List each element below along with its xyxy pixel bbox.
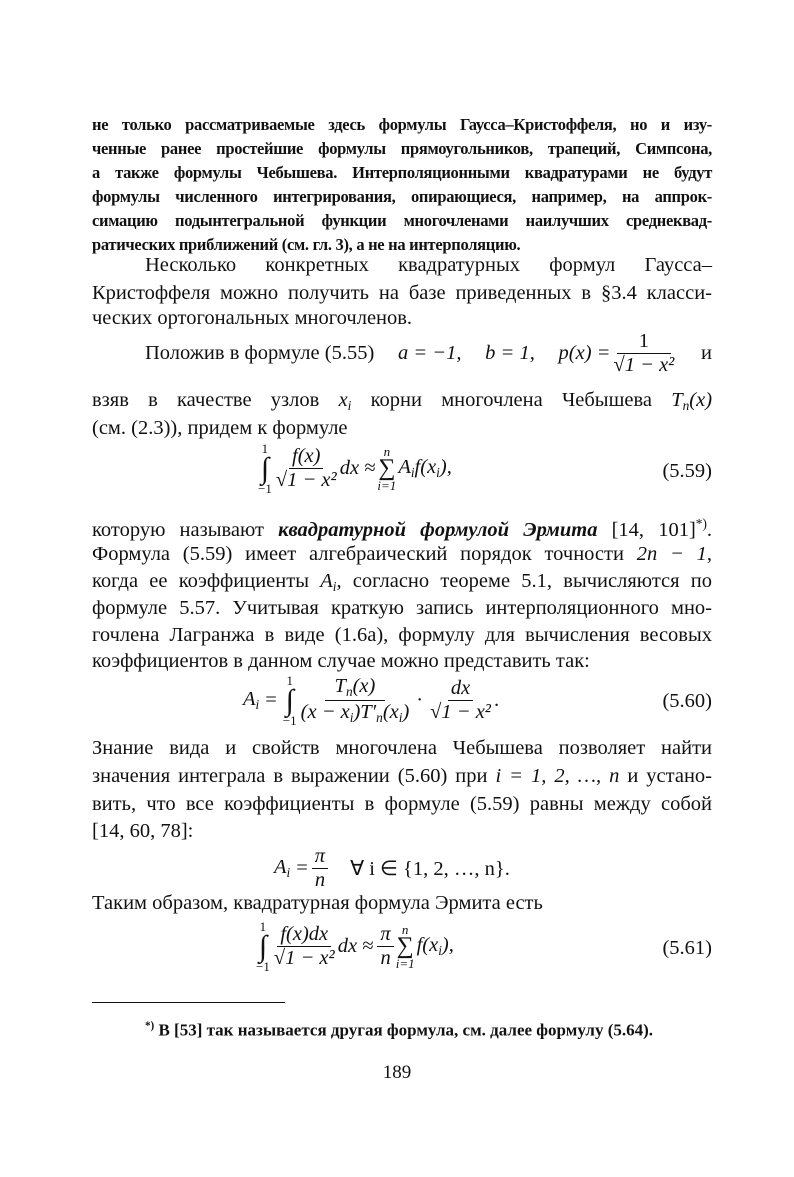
text-line: ратических приближений (см. гл. 3), а не на интерполяцию. (92, 235, 521, 254)
text: корни многочлена Чебышева (370, 389, 652, 411)
text-line: Знание вида и свойств многочлена Чебышева позволяет найти (92, 737, 712, 759)
text-line: значения интеграла в выражении (5.60) при i = 1, 2, …, n и устано- (92, 765, 712, 787)
footnote-divider (92, 1002, 285, 1003)
text-line: вить, что все коэффициенты в формуле (5.59) равны между собой (92, 793, 712, 815)
integral-sign: 1 ∫ −1 (282, 673, 297, 728)
integral-sign: 1 ∫ −1 (258, 441, 272, 496)
text: Положив в формуле (5.55) (145, 341, 375, 364)
equation-weights: $A_i$ = $\frac{\pi}{n}$ ∀ i ∈ {1, 2, …, n}. (274, 845, 510, 891)
footnote-text: В [53] так называется другая формула, см. далее формулу (5.64). (158, 1020, 654, 1040)
numerator: 1 (617, 330, 671, 354)
text-line (92, 389, 712, 414)
text-line: Таким образом, квадратурная формула Эрмита есть (92, 892, 543, 914)
math: $T_n(x)$ (671, 389, 713, 413)
integral-sign: 1 ∫ −1 (256, 919, 270, 974)
text: и (700, 341, 712, 364)
equation-5-61: 1 ∫ −1 $\frac{f(x)dx}{\text{√1 − x²}}$ dx ≈ $\frac{\pi}{n}$ n ∑ i=1 $f(x_i)$, (256, 919, 454, 974)
math: p(x) = (558, 341, 611, 364)
text-line: ческих ортогональных многочленов. (92, 307, 413, 329)
equation-number: (5.60) (662, 690, 712, 712)
text-line: Формула (5.59) имеет алгебраический порядок точности 2n − 1, (92, 543, 713, 565)
text-line: (см. (2.3)), придем к формуле (92, 417, 348, 439)
text-line: формулы численного интегрирования, опирающиеся, например, на аппрок- (92, 187, 712, 206)
denominator: √1 − x² (275, 469, 337, 491)
text-line: Несколько конкретных квадратурных формул Гаусса– (145, 254, 712, 276)
sum-sign: n ∑ i=1 (377, 443, 397, 494)
text-line: формуле 5.57. Учитывая краткую запись интерполяционного мно- (92, 597, 712, 619)
text-line: а также формулы Чебышева. Интерполяционными квадратурами не будут (92, 163, 712, 182)
text-line: ченные ранее простейшие формулы прямоугольников, трапеций, Симпсона, (92, 139, 712, 158)
text-line (145, 330, 712, 376)
page-number: 189 (382, 1062, 412, 1083)
math: a = −1, (397, 341, 462, 364)
footnote (145, 1020, 653, 1041)
footnote-mark: *) (145, 1020, 155, 1032)
text-line: симацию подынтегральной функции многочленами наилучших среднеквад- (92, 211, 712, 230)
math: $x_i$ (338, 389, 352, 413)
text-line: коэффициентов в данном случае можно представить так: (92, 650, 590, 672)
sum-sign: n ∑ i=1 (395, 921, 415, 972)
denominator: √1 − x² (613, 353, 675, 376)
text-line: Кристоффеля можно получить на базе приведенных в §3.4 класси- (92, 282, 712, 304)
text-line: [14, 60, 78]: (92, 820, 194, 842)
equation-number: (5.61) (662, 937, 712, 959)
math: b = 1, (485, 341, 535, 364)
emphasis: квадратурной формулой Эрмита (278, 518, 598, 541)
fraction (610, 330, 677, 376)
text-line: гочлена Лагранжа в виде (1.6а), формулу для вычисления весовых (92, 624, 712, 646)
text-line: которую называют квадратурной формулой Эрмита [14, 101]*). (92, 516, 713, 541)
equation-number: (5.59) (662, 460, 712, 482)
math: $A_if(x_i)$, (398, 456, 452, 480)
equation-5-60: $A_i$ = 1 ∫ −1 $\frac{T_n(x)}{(x - x_i)T'_n(x_i)}$ · $\frac{dx}{\text{√1 − x²}}$ . (243, 673, 500, 728)
numerator: f(x) (289, 445, 323, 469)
math: dx ≈ (339, 457, 376, 479)
text-line: когда ее коэффициенты $A_i$, согласно теореме 5.1, вычисляются по (92, 570, 712, 594)
equation-5-59 (258, 442, 452, 495)
text: взяв в качестве узлов (92, 389, 320, 411)
text-line: не только рассматриваемые здесь формулы Гаусса–Кристоффеля, но и изу- (92, 115, 712, 134)
